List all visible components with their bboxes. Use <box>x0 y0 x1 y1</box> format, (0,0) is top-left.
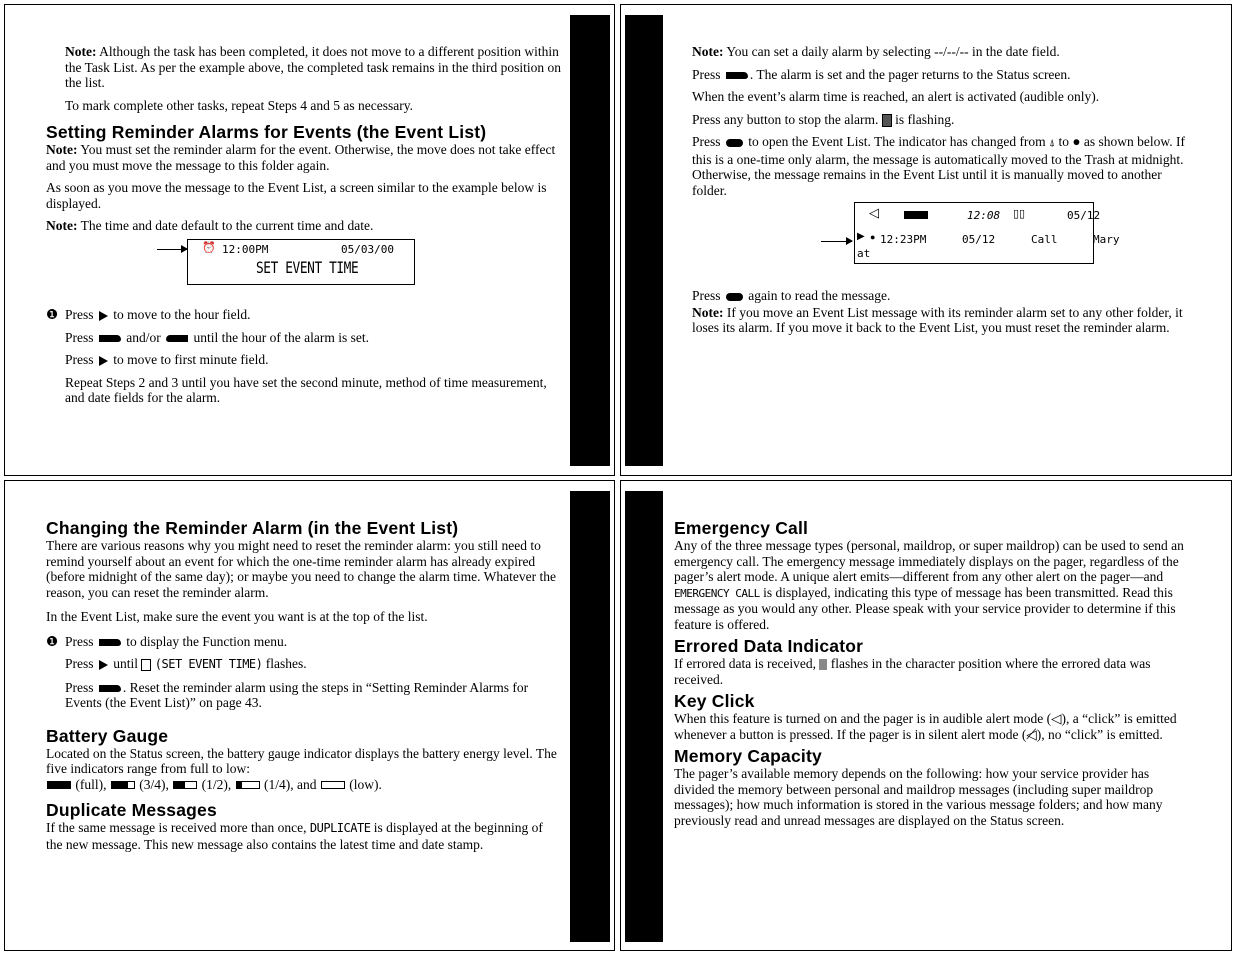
heading-key-click: Key Click <box>674 691 755 711</box>
screen-title: SET EVENT TIME <box>256 258 359 277</box>
pointer-arrow <box>157 249 187 250</box>
page-panel-bottom-right <box>620 480 1232 951</box>
right-button-icon <box>99 356 108 366</box>
thumb-tab <box>625 491 663 942</box>
heading-battery-gauge: Battery Gauge <box>46 725 169 746</box>
screen-date: 05/03/00 <box>341 243 394 256</box>
note-move-event: Note: If you move an Event List message with its reminder alarm set to any other folder, it loses its alarm. If you move it back to the Event List, you must reset the reminder alarm. <box>692 304 1183 335</box>
heading-emergency-call: Emergency Call <box>674 518 809 538</box>
select-button-icon <box>99 685 121 692</box>
up-button-icon <box>99 335 121 342</box>
screen-time: 12:00PM <box>222 243 269 256</box>
read-button-icon <box>726 139 743 147</box>
page-panel-top-left <box>4 4 615 476</box>
alarm-indicator-icon <box>882 114 892 127</box>
note-must-set: Note: You must set the reminder alarm for the event. Otherwise, the move does not take effect and you must move the message to this folder again. <box>46 142 556 173</box>
filled-circle-icon: ● <box>870 232 876 242</box>
row-continuation: at <box>857 247 871 260</box>
step-4: Repeat Steps 2 and 3 until you have set the second minute, method of time measurement, and date fields for the alarm. <box>65 374 547 405</box>
down-button-icon <box>166 335 188 342</box>
memory-text: The pager’s available memory depends on the following: how your service provider has divided the memory between personal and maildrop messages (including super maildrop messages); how much information is stored in the various message folders; and how many previously read and unread messages are displayed on the Status screen. <box>674 766 1163 828</box>
heading-duplicate-messages: Duplicate Messages <box>46 800 217 820</box>
battery-levels: (full), (3/4), (1/2), (1/4), and (low). <box>46 777 561 793</box>
status-time: 12:08 <box>967 209 1001 222</box>
step-marker: ❶ <box>46 307 59 322</box>
right-button-icon <box>99 311 108 321</box>
key-click-text: When this feature is turned on and the pager is in audible alert mode (◁), a “click” is emitted whenever a button is pressed. If the pager is in silent alert mode (◁̸), no “click” is emitted. <box>674 711 1177 742</box>
pager-screen-event-list <box>854 202 1120 264</box>
battery-text: Located on the Status screen, the battery gauge indicator displays the battery energy level. The five indicators range from full to low: <box>46 745 557 776</box>
right-button-icon <box>99 660 108 670</box>
para-reasons: There are various reasons why you might need to reset the reminder alarm: you still need to remind yourself about an event for which the one-time reminder alarm has already expired (before midnight of the same day); or maybe you need to change the alarm time. Whatever the reason, you can reset the reminder alarm. <box>46 538 556 600</box>
mark-complete-text: To mark complete other tasks, repeat Steps 4 and 5 as necessary. <box>65 97 413 113</box>
note-task-position: Note: Although the task has been completed, it does not move to a different position within the Task List. As per the example above, the completed task remains in the third position on the list. <box>65 44 561 90</box>
emergency-text: Any of the three message types (personal, maildrop, or super maildrop) can be used to send an emergency call. The emergency message immediately displays on the pager, regardless of the pager’s alert mode. A unique alert emits—different from any other alert on the pager—and EMERGENCY CALL is displayed, indicating this type of message has been transmitted. Read this message as you would any other. Please speak with your service provider to determine if this feature is offered. <box>674 538 1184 632</box>
line-stop-alarm: Press any button to stop the alarm. is flashing. <box>692 111 955 127</box>
status-date: 05/12 <box>1067 209 1101 222</box>
select-button-icon <box>726 72 748 79</box>
filled-circle-icon: ● <box>1072 134 1081 149</box>
line-alarm-time: When the event’s alarm time is reached, an alert is activated (audible only). <box>692 89 1100 104</box>
step-3: Press to move to first minute field. <box>65 352 269 367</box>
step-3: Press . Reset the reminder alarm using the steps in “Setting Reminder Alarms for Events (the Event List)” on page 43. <box>65 679 529 710</box>
battery-3-4-icon <box>111 781 135 789</box>
alarm-clock-icon: ⏰ <box>202 242 216 254</box>
thumb-tab <box>625 15 663 466</box>
speaker-icon: ◁ <box>869 205 879 220</box>
pager-screen-set-event <box>187 239 415 285</box>
para-event-list: In the Event List, make sure the event you want is at the top of the list. <box>46 609 428 624</box>
battery-icon <box>904 211 928 219</box>
heading-errored-data: Errored Data Indicator <box>674 636 864 656</box>
read-button-icon <box>726 293 743 301</box>
line-alarm-set: Press . The alarm is set and the pager returns to the Status screen. <box>692 66 1071 82</box>
duplicate-text: If the same message is received more than once, DUPLICATE is displayed at the beginning of the new message. This new message also contains the latest time and date stamp. <box>46 820 543 852</box>
speaker-muted-icon: ◁̸ <box>1026 726 1037 742</box>
page-panel-bottom-left <box>4 480 615 951</box>
page-panel-top-right <box>620 4 1232 476</box>
note-time-date: Note: The time and date default to the current time and date. <box>46 218 374 233</box>
step-marker: ❶ <box>46 633 59 649</box>
battery-1-2-icon <box>173 781 197 789</box>
row-name: Mary <box>1093 233 1120 246</box>
battery-full-icon <box>47 781 71 789</box>
step-2: Press and/or until the hour of the alarm is set. <box>65 329 369 345</box>
para-move-message: As soon as you move the message to the Event List, a screen similar to the example below is displayed. <box>46 180 547 211</box>
set-time-icon <box>141 659 151 671</box>
row-pointer-icon: ▶ <box>857 231 865 242</box>
lcd-duplicate: DUPLICATE <box>309 821 371 835</box>
heading-memory-capacity: Memory Capacity <box>674 746 822 766</box>
heading-setting-reminder: Setting Reminder Alarms for Events (the Event List) <box>46 122 487 142</box>
note-daily-alarm: Note: You can set a daily alarm by selecting --/--/-- in the date field. <box>692 44 1060 59</box>
step-1: ❶ Press to move to the hour field. <box>46 307 251 322</box>
line-open-event-list: Press to open the Event List. The indicator has changed from ⍋ to ● as shown below. If this is a one-time only alarm, the message is automatically moved to the Trash at midnight. Otherwise, the message remains in the Event List until it is manually moved to another folder. <box>692 134 1185 198</box>
message-icon: ▯▯ <box>1013 208 1026 220</box>
step-1: ❶ Press to display the Function menu. <box>46 633 288 649</box>
speaker-icon: ◁ <box>1051 711 1062 726</box>
step-2: Press until (SET EVENT TIME) flashes. <box>65 656 307 671</box>
errored-text: If errored data is received, flashes in the character position where the errored data was received. <box>674 656 1151 687</box>
row-time: 12:23PM <box>880 233 927 246</box>
battery-1-4-icon <box>236 781 260 789</box>
lcd-emergency-call: EMERGENCY CALL <box>674 586 760 600</box>
thumb-tab <box>570 15 610 466</box>
battery-low-icon <box>321 781 345 789</box>
lcd-set-event-time: (SET EVENT TIME) <box>154 657 263 671</box>
pointer-arrow <box>821 241 852 242</box>
alarm-bell-icon: ⍋ <box>1049 138 1056 149</box>
heading-changing-reminder: Changing the Reminder Alarm (in the Event List) <box>46 518 459 538</box>
row-date: 05/12 <box>962 233 996 246</box>
select-button-icon <box>99 639 121 646</box>
row-type: Call <box>1031 233 1058 246</box>
thumb-tab <box>570 491 610 942</box>
line-read-again: Press again to read the message. <box>692 288 891 303</box>
